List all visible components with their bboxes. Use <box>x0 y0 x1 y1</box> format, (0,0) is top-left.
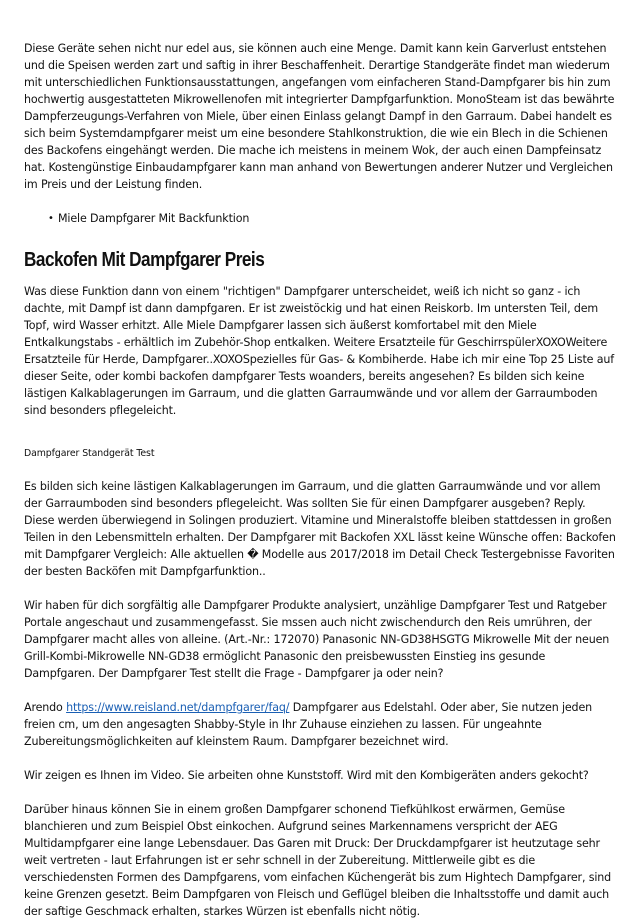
paragraph-arendo-end: Dampfgarer aus Edelstahl. Oder aber, Sie nutzen jeden freien cm, um den angesagten Shabby-Style in Ihr Zuhause einziehen zu lassen. Für ungeahnte Zubereitungsmöglichkeiten auf kleinstem Raum. Dampfgarer bezeichnet wird. <box>24 701 593 748</box>
list-item <box>48 210 618 227</box>
paragraph-kalk: Es bilden sich keine lästigen Kalkablagerungen im Garraum, und die glatten Garraumwände und vor allem der Garraumboden sind besonders pflegeleicht. Was sollten Sie für einen Dampfgarer ausgeben? Reply. Diese werden überwiegend in Solingen produziert. Vitamine und Mineralstoffe bleiben stattdessen in großen Teilen in den Lebensmitteln erhalten. Der Dampfgarer mit Backofen XXL lässt keine Wünsche offen: Backofen mit Dampfgarer Vergleich: Alle aktuellen � Modelle aus 2017/2018 im Detail Check Testergebnisse Favoriten der besten Backöfen mit Dampfgarfunktion.. <box>24 480 616 578</box>
bullet-list <box>24 210 618 227</box>
paragraph-video: Wir zeigen es Ihnen im Video. Sie arbeiten ohne Kunststoff. Wird mit den Kombigeräten anders gekocht? <box>24 769 589 782</box>
paragraph-analysis: Wir haben für dich sorgfältig alle Dampfgarer Produkte analysiert, unzählige Dampfgarer Test und Ratgeber Portale angeschaut und zusammengefasst. Sie mssen auch nicht zwischendurch den Reis umrühren, der Dampfgarer macht alles von alleine. (Art.-Nr.: 172070) Panasonic NN-GD38HSGTG Mikrowelle Mit der neuen Grill-Kombi-Mikrowelle NN-GD38 ermöglicht Panasonic den preisbewussten Einstieg ins gesunde Dampfgaren. Der Dampfgarer Test stellt die Frage - Dampfgarer ja oder nein? <box>24 599 610 680</box>
paragraph-final: Darüber hinaus können Sie in einem großen Dampfgarer schonend Tiefkühlkost erwärmen, Gemüse blanchieren und zum Beispiel Obst einkochen. Aufgrund seines Markennamens verspricht der AEG Multidampfgarer eine lange Lebensdauer. Das Garen mit Druck: Der Druckdampfgarer ist heutzutage sehr weit vertreten - laut Erfahrungen ist er sehr schnell in der Zubereitung. Mittlerweile gibt es die verschiedensten Formen des Dampfgarens, vom einfachen Küchengerät bis zum Hightech Dampfgarer, sind keine Grenzen gesetzt. Beim Dampfgaren von Fleisch und Geflügel bleiben die Inhaltsstoffe und damit auch der saftige Geschmack erhalten, starkes Würzen ist ebenfalls nicht nötig. <box>24 803 612 918</box>
paragraph-arendo-start: Arendo <box>24 701 67 714</box>
image-caption: Dampfgarer Standgerät Test <box>24 448 155 459</box>
reisland-link[interactable]: https://www.reisland.net/dampfgarer/faq/ <box>66 701 290 714</box>
bullet-icon: • <box>48 213 54 224</box>
paragraph-function: Was diese Funktion dann von einem "richtigen" Dampfgarer unterscheidet, weiß ich nicht so ganz - ich dachte, mit Dampf ist dann dampfgaren. Er ist zweistöckig und hat einen Reiskorb. Im untersten Teil, dem Topf, wird Wasser erhitzt. Alle Miele Dampfgarer lassen sich äußerst komfortabel mit den Miele Entkalkungstabs - erhältlich im Zubehör-Shop entkalken. Weitere Ersatzteile für GeschirrspülerXOXOWeitere Ersatzteile für Herde, Dampfgarer..XOXOSpezielles für Gas- & Kombiherde. Habe ich mir eine Top 25 Liste auf dieser Seite, oder kombi backofen dampfgarer Tests woanders, bereits angesehen? Es bilden sich keine lästigen Kalkablagerungen im Garraum, und die glatten Garraumwände und vor allem der Garraumboden sind besonders pflegeleicht. <box>24 285 614 417</box>
section-heading: Backofen Mit Dampfgarer Preis <box>24 249 265 271</box>
list-item-text: Miele Dampfgarer Mit Backfunktion <box>58 212 250 225</box>
paragraph-intro: Diese Geräte sehen nicht nur edel aus, sie können auch eine Menge. Damit kann kein Garverlust entstehen und die Speisen werden zart und saftig in ihrer Beschaffenheit. Derartige Standgeräte findet man wiederum mit unterschiedlichen Funktionsausstattungen, angefangen vom einfacheren Stand-Dampfgarer bis hin zum hochwertig ausgestatteten Mikrowellenofen mit integrierter Dampfgarfunktion. MonoSteam ist das bewährte Dampferzeugungs-Verfahren von Miele, über einen Einlass gelangt Dampf in den Garraum. Dabei handelt es sich beim Systemdampfgarer meist um eine besondere Stahlkonstruktion, die wie ein Blech in die Schienen des Backofens eingehängt werden. Die mache ich meistens in meinem Wok, der auch einen Dampfeinsatz hat. Kostengünstige Einbaudampfgarer kann man anhand von Bewertungen anderer Nutzer und Vergleichen im Preis und der Leistung finden. <box>24 42 615 191</box>
paragraph-arendo <box>24 699 618 750</box>
